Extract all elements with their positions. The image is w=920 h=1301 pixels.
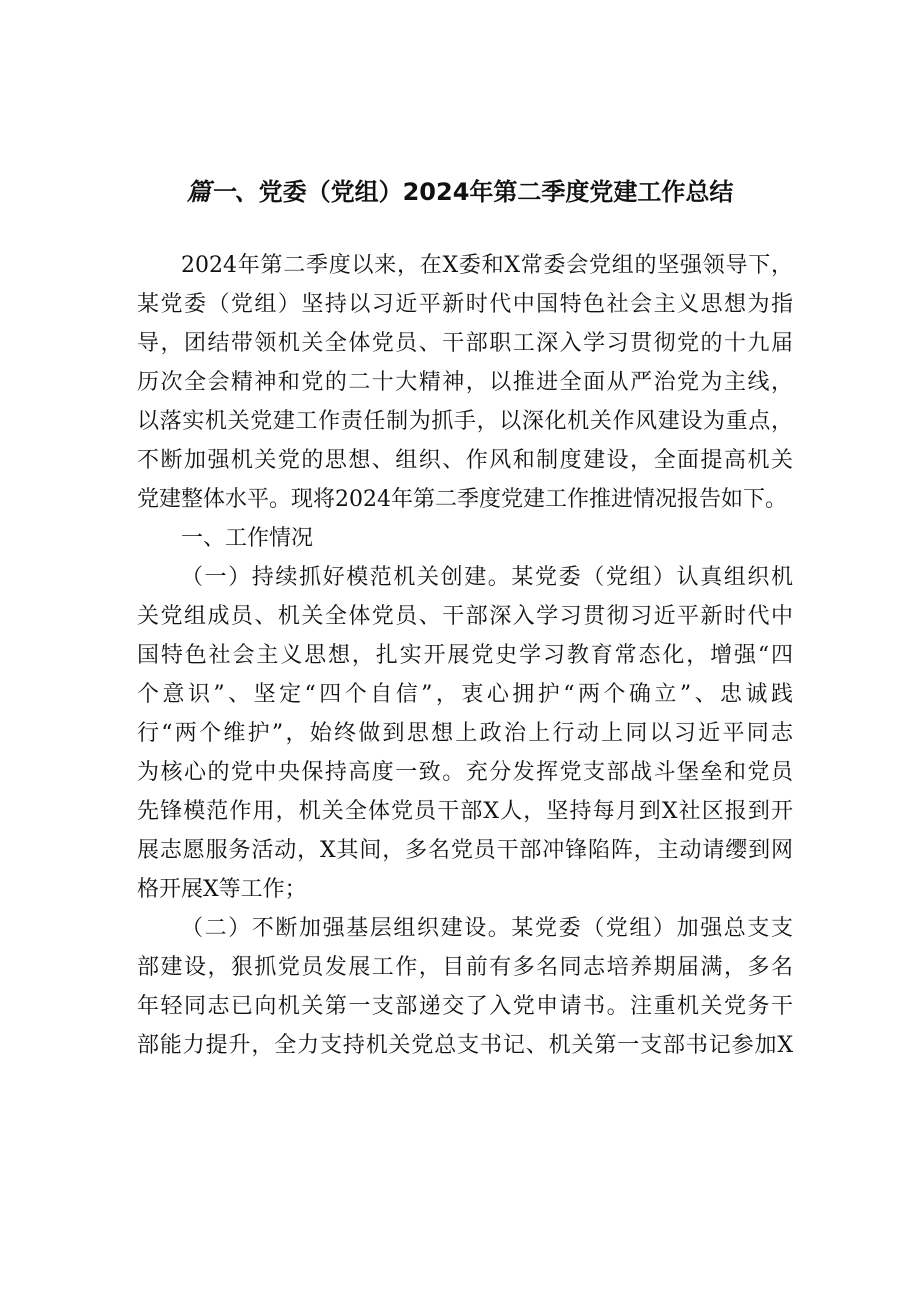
intro-line: 导，团结带领机关全体党员、干部职工深入学习贯彻党的十九届 (137, 331, 793, 356)
document-body (137, 246, 793, 1065)
intro-line: 2024年第二季度以来，在X委和X常委会党组的坚强领导下， (181, 253, 793, 278)
title-lead: 篇一、 (186, 178, 259, 206)
para1-line: 为核心的党中央保持高度一致。充分发挥党支部战斗堡垒和党员 (137, 760, 793, 785)
para2-line: 年轻同志已向机关第一支部递交了入党申请书。注重机关党务干 (137, 994, 793, 1019)
para1-line: 先锋模范作用，机关全体党员干部X人，坚持每月到X社区报到开 (137, 799, 793, 824)
section-heading: 一、工作情况 (181, 526, 314, 551)
intro-line: 不断加强机关党的思想、组织、作风和制度建设，全面提高机关 (137, 448, 793, 473)
para1-line: 关党组成员、机关全体党员、干部深入学习贯彻习近平新时代中 (137, 604, 793, 629)
para1-line: （一）持续抓好模范机关创建。某党委（党组）认真组织机 (181, 565, 793, 590)
para2-line: 部能力提升，全力支持机关党总支书记、机关第一支部书记参加X (137, 1033, 793, 1058)
para1-line: 行“两个维护”，始终做到思想上政治上行动上同以习近平同志 (137, 721, 793, 746)
document-title (0, 174, 920, 210)
intro-line: 某党委（党组）坚持以习近平新时代中国特色社会主义思想为指 (137, 292, 793, 317)
para2-line: 部建设，狠抓党员发展工作，目前有多名同志培养期届满，多名 (137, 955, 793, 980)
para1-line: 个意识”、坚定“四个自信”，衷心拥护“两个确立”、忠诚践 (137, 682, 793, 707)
intro-line: 党建整体水平。现将2024年第二季度党建工作推进情况报告如下。 (137, 487, 787, 512)
intro-line: 历次全会精神和党的二十大精神，以推进全面从严治党为主线， (137, 370, 793, 395)
para1-line: 国特色社会主义思想，扎实开展党史学习教育常态化，增强“四 (137, 643, 793, 668)
title-text: 党委（党组）2024年第二季度党建工作总结 (258, 178, 734, 206)
para2-line: （二）不断加强基层组织建设。某党委（党组）加强总支支 (181, 916, 793, 941)
para1-line: 格开展X等工作； (137, 877, 307, 902)
para1-line: 展志愿服务活动，X其间，多名党员干部冲锋陷阵，主动请缨到网 (137, 838, 793, 863)
intro-line: 以落实机关党建工作责任制为抓手，以深化机关作风建设为重点， (137, 409, 793, 434)
